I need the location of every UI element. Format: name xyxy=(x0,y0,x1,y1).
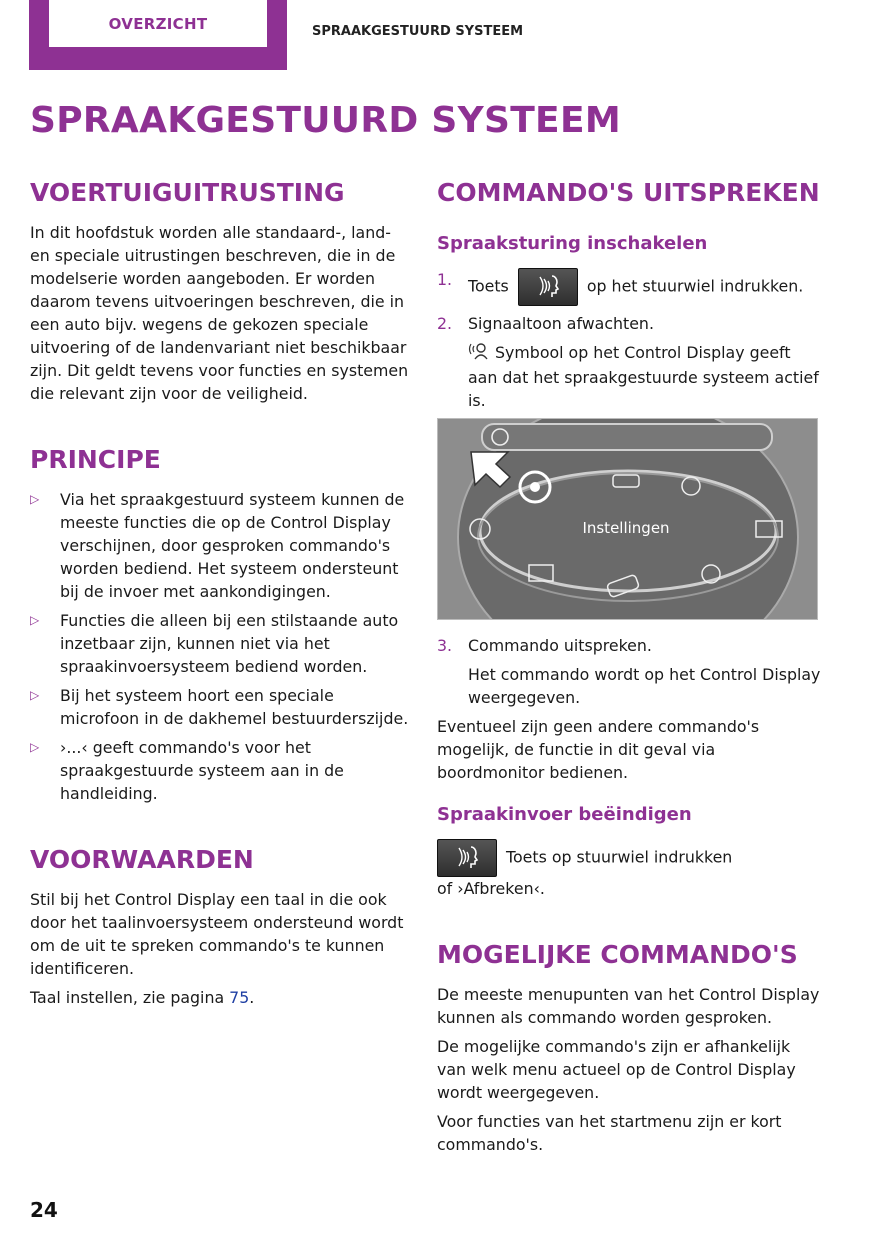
step-1: 1. Toets op het stuurwiel indrukken. xyxy=(437,268,822,306)
triangle-bullet-icon: ▷ xyxy=(30,688,40,702)
heading-mogelijke-commandos: MOGELIJKE COMMANDO'S xyxy=(437,939,798,969)
page-title: SPRAAKGESTUURD SYSTEEM xyxy=(30,100,621,141)
voice-control-button-icon xyxy=(437,839,497,877)
list-item: ▷ Via het spraakgestuurd systeem kunnen de meeste functies die op de Control Display verschijnen, door gesproken commando's worden bediend. Het systeem ondersteunt bij de invoer met aankondigingen. xyxy=(30,490,405,601)
steps-list xyxy=(437,268,822,412)
principe-list xyxy=(30,488,410,805)
left-column xyxy=(30,178,410,1015)
subheading-spraaksturing-inschakelen: Spraaksturing inschakelen xyxy=(437,233,708,254)
page-reference-link[interactable]: 75 xyxy=(229,988,250,1007)
voorwaarden-ref: Taal instellen, zie pagina 75. xyxy=(30,988,255,1007)
end-instruction: Toets op stuurwiel indrukken of ›Afbreken‹. xyxy=(437,839,822,900)
right-column xyxy=(437,178,822,1162)
triangle-bullet-icon: ▷ xyxy=(30,492,40,506)
heading-commandos-uitspreken: COMMANDO'S UITSPREKEN xyxy=(437,178,820,207)
chapter-tab xyxy=(29,0,287,70)
chapter-tab-label: OVERZICHT xyxy=(49,0,267,47)
screen-menu-label: Instellingen xyxy=(582,518,670,537)
command-note: Eventueel zijn geen andere commando's mogelijk, de functie in dit geval via boordmonitor bedienen. xyxy=(437,716,760,782)
voice-symbol-icon xyxy=(468,342,490,366)
step-2: 2. Signaaltoon afwachten. xyxy=(437,314,654,333)
voertuig-text: In dit hoofdstuk worden alle standaard-, land- en speciale uitrustingen beschreven, die in de modelserie worden aangeboden. Er worden daarom tevens uitvoeringen beschreven, die in een auto bijv. wegens de gekozen speciale uitvoering of de landenvariant niet beschikbaar zijn. Dit geldt tevens voor functies en systemen die relevant zijn voor de veiligheid. xyxy=(30,223,409,403)
triangle-bullet-icon: ▷ xyxy=(30,613,40,627)
step-3-note: Het commando wordt op het Control Display weergegeven. xyxy=(468,664,821,707)
voorwaarden-text: Stil bij het Control Display een taal in die ook door het taalinvoersysteem ondersteund wordt om de uit te spreken commando's te kunnen identificeren. xyxy=(30,890,404,978)
mogelijke-p2: De mogelijke commando's zijn er afhankelijk van welk menu actueel op de Control Display wordt weergegeven. xyxy=(437,1036,796,1102)
list-item: ▷ Bij het systeem hoort een speciale microfoon in de dakhemel bestuurderszijde. xyxy=(30,686,409,728)
step-3: 3. Commando uitspreken. xyxy=(437,635,652,655)
triangle-bullet-icon: ▷ xyxy=(30,740,40,754)
steps-list-cont xyxy=(437,634,822,709)
running-head: SPRAAKGESTUURD SYSTEEM xyxy=(312,24,524,39)
step-2-note: Symbool op het Control Display geeft aan dat het spraakgestuurde systeem actief is. xyxy=(468,343,819,410)
heading-principe: PRINCIPE xyxy=(30,445,161,474)
subheading-spraakinvoer-beeindigen: Spraakinvoer beëindigen xyxy=(437,803,692,825)
mogelijke-p3: Voor functies van het startmenu zijn er kort commando's. xyxy=(437,1111,782,1154)
control-display-screenshot xyxy=(437,418,818,620)
page-number: 24 xyxy=(30,1198,58,1222)
list-item: ▷ ›...‹ geeft commando's voor het spraakgestuurde systeem aan in de handleiding. xyxy=(30,738,344,803)
list-item: ▷ Functies die alleen bij een stilstaande auto inzetbaar zijn, kunnen niet via het spraakinvoersysteem bediend worden. xyxy=(30,611,399,676)
voice-control-button-icon xyxy=(518,268,578,306)
heading-voorwaarden: VOORWAARDEN xyxy=(30,845,254,874)
mogelijke-p1: De meeste menupunten van het Control Display kunnen als commando worden gesproken. xyxy=(437,984,820,1027)
heading-voertuiguitrusting: VOERTUIGUITRUSTING xyxy=(30,178,345,207)
